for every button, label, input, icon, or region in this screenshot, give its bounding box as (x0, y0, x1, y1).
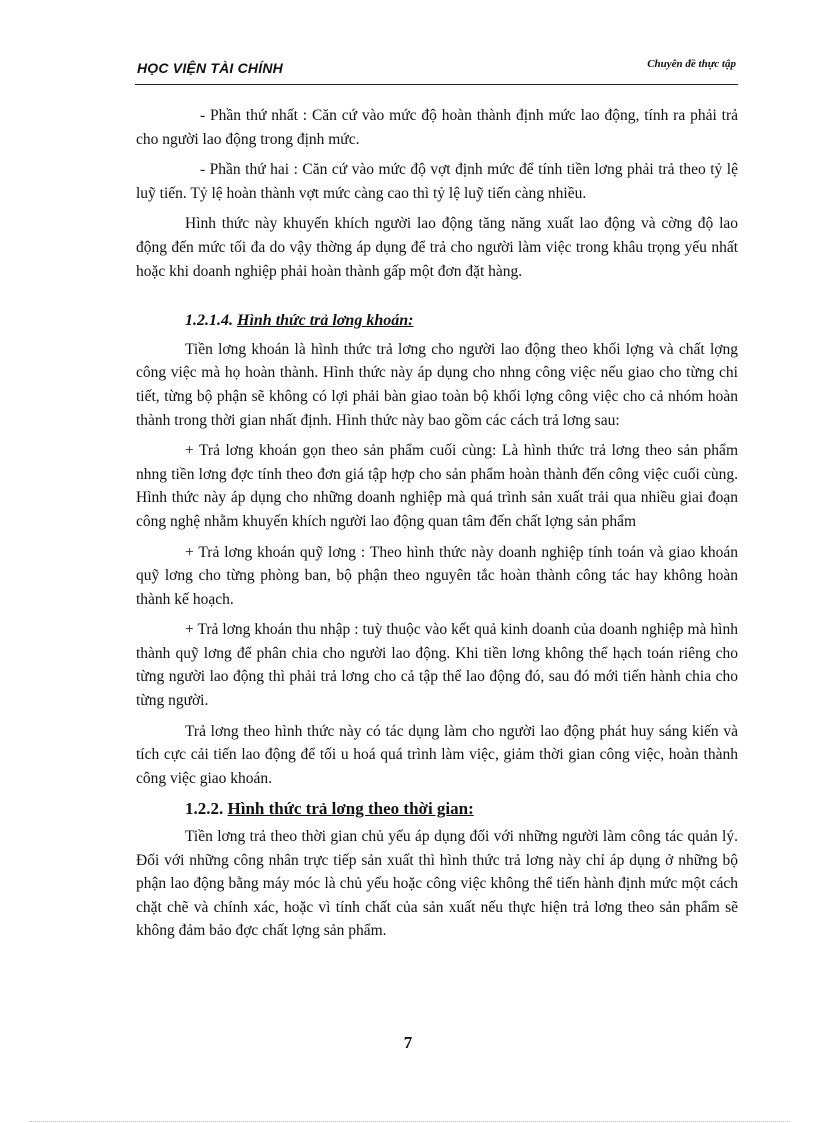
paragraph-final-product: + Trả lơng khoán gọn theo sản phẩm cuối cùng: Là hình thức trả lơng theo sản phẩm nhng tiền lơng đợc tính theo đơn giá tập hợp cho sản phẩm hoàn thành đến công việc cuối cùng. Hình thức này áp dụng cho những doanh nghiệp mà quá trình sản xuất trải qua nhiều giai đoạn công nghệ nhằm khuyến khích người lao động quan tâm đến chất lợng sản phẩm (136, 442, 738, 530)
page-number: 7 (403, 1033, 413, 1052)
section-number: 1.2.1.4. (185, 312, 233, 330)
paragraph-incentive: Hình thức này khuyến khích người lao động tăng năng xuất lao động và cờng độ lao động đến mức tối đa do vậy thờng áp dụng để trả cho người làm việc trong khâu trọng yếu nhất hoặc khi doanh nghiệp phải hoàn thành gấp một đơn đặt hàng. (136, 215, 738, 280)
paragraph-income: + Trả lơng khoán thu nhập : tuỳ thuộc vào kết quả kinh doanh của doanh nghiệp mà hình thành quỹ lơng để phân chia cho người lao động. Khi tiền lơng không thể hạch toán riêng cho từng người lao động thì phải trả lơng cho cả tập thể lao động đó, sau đó mới tiến hành chia cho từng người. (136, 621, 738, 710)
section-heading-1214 (185, 309, 738, 333)
paragraph-part-one: - Phần thứ nhất : Căn cứ vào mức độ hoàn thành định mức lao động, tính ra phải trả cho người lao động trong định mức. (136, 107, 738, 148)
page-header-subtitle: Chuyên đề thực tập (647, 58, 736, 70)
section-heading-122 (185, 797, 738, 821)
paragraph-time-based: Tiền lơng trả theo thời gian chủ yếu áp dụng đối với những người làm công tác quản lý. Đối với những công nhân trực tiếp sản xuất thì hình thức trả lơng này chỉ áp dụng ở những bộ phận lao động bằng máy móc là chủ yếu hoặc công việc không thể tiến hành định mức một cách chặt chẽ và chính xác, hoặc vì tính chất của sản xuất nếu thực hiện trả lơng theo sản phẩm sẽ không đảm bảo đợc chất lợng sản phẩm. (136, 828, 738, 940)
footer-divider (30, 1121, 790, 1122)
section-title: Hình thức trả lơng khoán: (237, 312, 414, 330)
paragraph-part-two: - Phần thứ hai : Căn cứ vào mức độ vợt định mức để tính tiền lơng phải trả theo tỷ lệ luỹ tiến. Tỷ lệ hoàn thành vợt mức càng cao thì tỷ lệ luỹ tiến càng nhiều. (136, 161, 738, 202)
section-title: Hình thức trả lơng theo thời gian: (227, 799, 474, 819)
paragraph-wage-fund: + Trả lơng khoán quỹ lơng : Theo hình thức này doanh nghiệp tính toán và giao khoán quỹ lơng cho từng phòng ban, bộ phận theo nguyên tắc hoàn thành công tác hay không hoàn thành kế hoạch. (136, 543, 738, 608)
section-number: 1.2.2. (185, 799, 224, 819)
page-header-title: HỌC VIỆN TÀI CHÍNH (137, 60, 283, 76)
document-body (136, 104, 738, 950)
paragraph-piecework-intro: Tiền lơng khoán là hình thức trả lơng cho người lao động theo khối lợng và chất lợng công việc mà họ hoàn thành. Hình thức này áp dụng cho nhng công việc nếu giao cho từng chi tiết, từng bộ phận sẽ không có lợi phải bàn giao toàn bộ khối lợng công việc cho cả nhóm hoàn thành trong thời gian nhất định. Hình thức này bao gồm các cách trả lơng sau: (136, 340, 738, 429)
header-rule (135, 84, 738, 85)
paragraph-effect: Trả lơng theo hình thức này có tác dụng làm cho người lao động phát huy sáng kiến và tích cực cải tiến lao động để tối u hoá quá trình làm việc, giảm thời gian công việc, hoàn thành công việc giao khoán. (136, 722, 738, 787)
